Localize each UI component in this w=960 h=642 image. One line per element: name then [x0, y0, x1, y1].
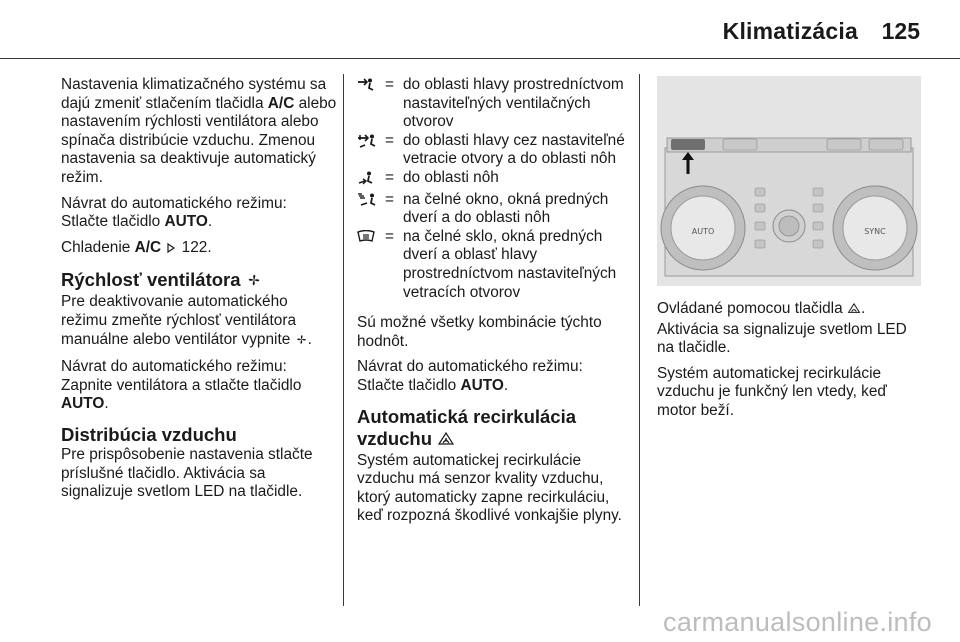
ac-button-ref: A/C: [267, 94, 295, 112]
fan-speed-heading: Rýchlosť ventilátora: [61, 269, 337, 293]
combinations-paragraph: Sú možné všetky kombinácie týchto hodnôt.: [357, 314, 602, 350]
fan-paragraph: Pre deaktivovanie automatického režimu zmeňte rýchlosť ventilátora manuálne alebo ventilátor vypnite .: [61, 293, 337, 351]
list-item: = do oblasti hlavy cez nastaviteľné vetracie otvory a do oblasti nôh: [357, 132, 633, 169]
page-reference-link[interactable]: 122.: [181, 238, 212, 256]
list-item: = do oblasti hlavy prostredníctvom nastaviteľných ventilačných otvorov: [357, 76, 633, 132]
svg-text:SYNC: SYNC: [864, 227, 886, 236]
windscreen-head-icon: [357, 228, 385, 302]
auto-recirculation-icon: [437, 430, 455, 452]
air-distribution-heading: Distribúcia vzduchu: [61, 423, 237, 445]
auto-return-paragraph: Návrat do automatického režimu: Stlačte tlačidlo AUTO.: [61, 194, 287, 231]
column-3: [657, 76, 923, 428]
svg-text:A: A: [444, 437, 449, 444]
chapter-title: Klimatizácia: [722, 18, 858, 44]
fan-auto-return-paragraph: Návrat do automatického režimu: Zapnite ventilátora a stlačte tlačidlo AUTO.: [61, 358, 302, 413]
distribution-paragraph: Pre prispôsobenie nastavenia stlačte príslušné tlačidlo. Aktivácia sa signalizuje svetlom LED na tlačidle.: [61, 445, 313, 501]
auto-button-ref: AUTO: [61, 395, 105, 413]
auto-recirculation-icon: [847, 302, 861, 321]
head-feet-vent-icon: [357, 132, 385, 169]
column-1: [61, 76, 337, 509]
svg-text:AUTO: AUTO: [691, 227, 715, 236]
recirc-button-paragraph: Ovládané pomocou tlačidla . Aktivácia sa signalizuje svetlom LED na tlačidle.: [657, 300, 907, 357]
intro-paragraph: Nastavenia klimatizačného systému sa dajú zmeniť stlačením tlačidla A/C alebo nastavením rýchlosti ventilátora alebo spínača distribúcie vzduchu. Zmenou nastavenia sa deaktivuje automatický režim.: [61, 76, 337, 186]
recirculation-paragraph: Systém automatickej recirkulácie vzduchu má senzor kvality vzduchu, ktorý automaticky zapne recirkuláciu, keď rozpozná škodlivé vonkajšie plyny.: [357, 451, 622, 525]
watermark: carmanualsonline.info: [663, 607, 932, 637]
recirc-engine-paragraph: Systém automatickej recirkulácie vzduchu je funkčný len vtedy, keď motor beží.: [657, 364, 887, 419]
feet-vent-icon: [357, 169, 385, 191]
column-divider-1: [343, 74, 344, 606]
auto-button-ref: AUTO: [460, 376, 504, 394]
page-reference-icon: [165, 241, 177, 260]
list-item: = do oblasti nôh: [357, 169, 633, 191]
control-panel-figure: [657, 76, 921, 286]
page-header: [0, 0, 960, 56]
header-divider: [0, 58, 960, 59]
auto-button-ref: AUTO: [164, 213, 208, 231]
fan-icon: [295, 333, 308, 352]
column-divider-2: [639, 74, 640, 606]
page-footer: [0, 608, 960, 642]
page-number: 125: [881, 18, 920, 44]
auto-recirculation-heading: Automatická recirkulácia vzduchu A: [357, 406, 633, 452]
cooling-ref-paragraph: Chladenie A/C 122.: [61, 239, 337, 260]
windscreen-feet-icon: [357, 191, 385, 228]
column-2: [357, 76, 633, 533]
list-item: = na čelné okno, okná predných dverí a do oblasti nôh: [357, 191, 633, 228]
fan-icon: [246, 271, 262, 293]
head-vent-icon: [357, 76, 385, 132]
auto-return-paragraph-2: Návrat do automatického režimu: Stlačte tlačidlo AUTO.: [357, 358, 583, 394]
list-item: = na čelné sklo, okná predných dverí a oblasť hlavy prostredníctvom nastaviteľných vetracích otvorov: [357, 228, 633, 302]
control-panel-illustration: [657, 76, 921, 286]
